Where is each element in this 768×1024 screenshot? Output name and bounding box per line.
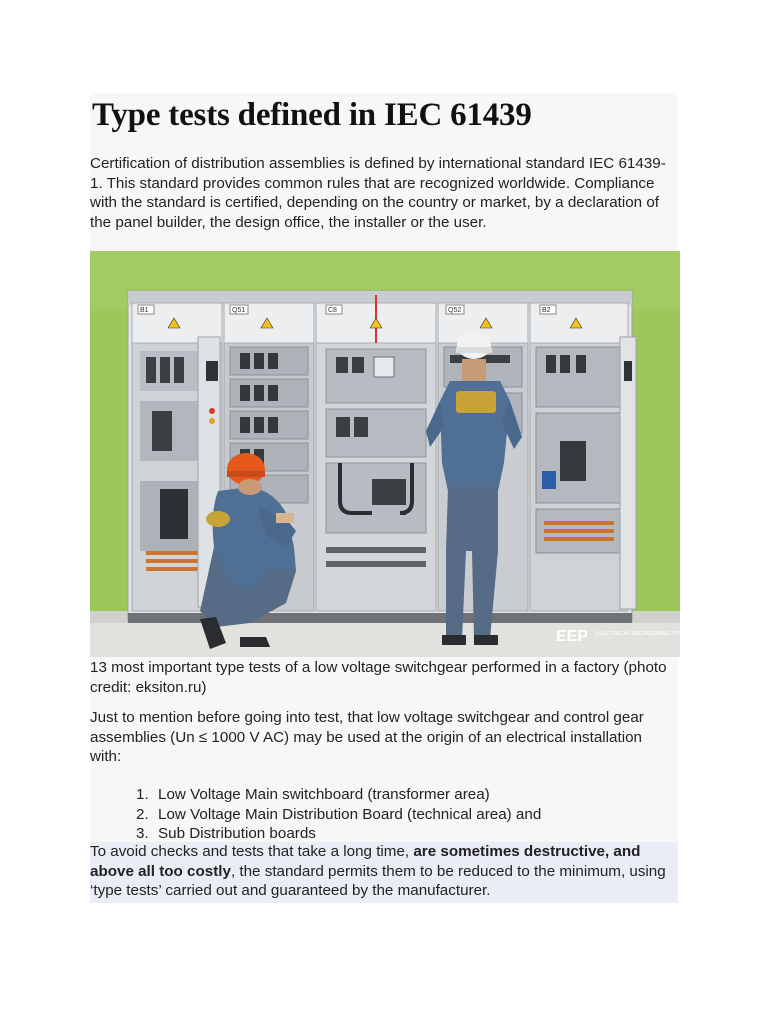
intro-paragraph: Certification of distribution assemblies is defined by international standard IEC 61439-1. This standard provides common rules that are recognized worldwide. Compliance with the standard is certified, depending on the country or market, by a declaration of the panel builder, the design office, the installer or the user.	[90, 155, 666, 231]
list-item: 2. Low Voltage Main Distribution Board (technical area) and	[136, 805, 542, 823]
panel-tag: Q51	[232, 307, 246, 314]
body-paragraph: Just to mention before going into test, that low voltage switchgear and control gear assemblies (Un ≤ 1000 V AC) may be used at the origin of an electrical installation with:	[90, 709, 644, 765]
svg-text:ELECTRICAL ENGINEERING PORTAL: ELECTRICAL ENGINEERING PORTAL	[596, 631, 693, 637]
panel-tag: B1	[140, 307, 149, 314]
installation-list	[90, 785, 676, 844]
svg-text:EEP: EEP	[556, 628, 589, 645]
highlighted-paragraph: To avoid checks and tests that take a long time, are sometimes destructive, and above all too costly, the standard permits them to be reduced to the minimum, using ‘type tests’ carried out and guaranteed by the manufacturer.	[90, 842, 678, 903]
list-item: 1. Low Voltage Main switchboard (transformer area)	[136, 786, 490, 803]
switchgear-photo	[90, 251, 693, 657]
list-item: 3. Sub Distribution boards	[136, 825, 316, 842]
panel-tag: B2	[542, 307, 551, 314]
panel-tag: C8	[328, 307, 337, 314]
page-title: Type tests defined in IEC 61439	[92, 97, 532, 133]
panel-tag: Q52	[448, 307, 462, 314]
photo-caption: 13 most important type tests of a low voltage switchgear performed in a factory (photo credit: eksiton.ru)	[90, 659, 667, 696]
